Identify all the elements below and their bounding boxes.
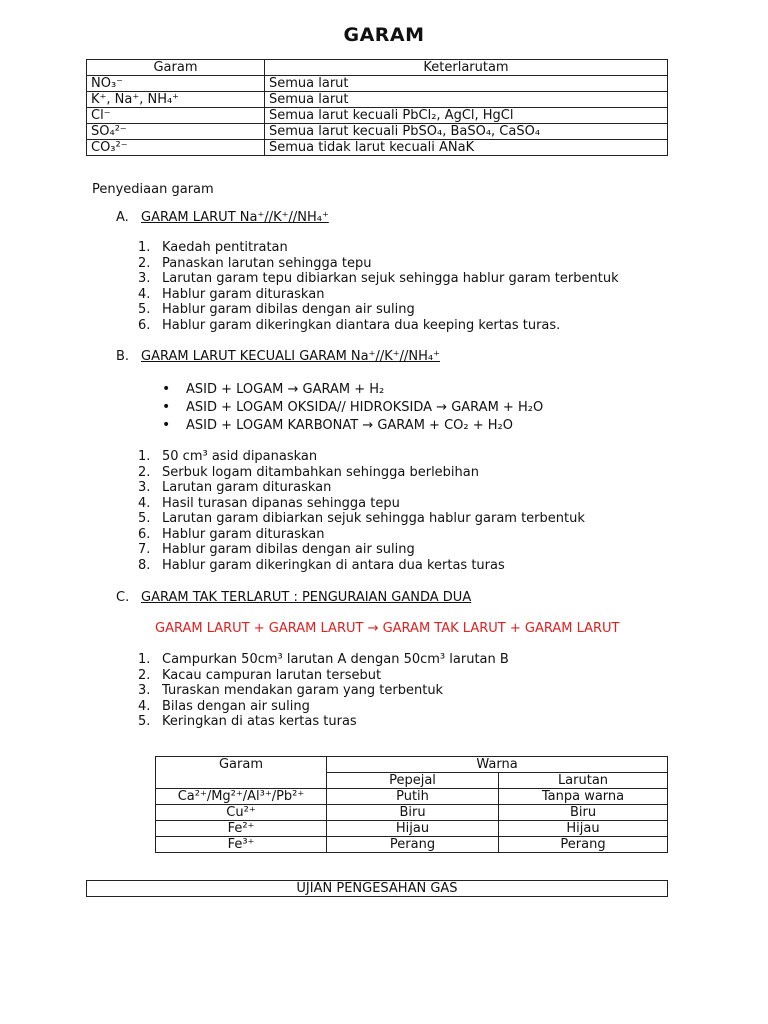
table-row	[156, 805, 668, 821]
table-row	[87, 108, 668, 124]
list-item: 2. Serbuk logam ditambahkan sehingga berlebihan	[138, 465, 479, 480]
table-header-row	[87, 60, 668, 76]
list-item: 1. Kaedah pentitratan	[138, 240, 288, 255]
table-row	[87, 881, 668, 897]
table-row	[87, 140, 668, 156]
bullet-icon: •	[162, 417, 171, 433]
list-item: 5. Keringkan di atas kertas turas	[138, 714, 357, 729]
solution-colour-cell: Perang	[499, 837, 668, 853]
table-row	[87, 76, 668, 92]
list-item: 3. Larutan garam dituraskan	[138, 480, 332, 495]
solid-colour-cell: Putih	[327, 789, 499, 805]
ion-cell: SO₄²⁻	[87, 124, 265, 140]
solubility-cell: Semua larut	[265, 92, 668, 108]
bullet-icon: •	[162, 381, 171, 397]
ion-cell: Ca²⁺/Mg²⁺/Al³⁺/Pb²⁺	[156, 789, 327, 805]
table-header-row	[156, 757, 668, 773]
ion-cell: K⁺, Na⁺, NH₄⁺	[87, 92, 265, 108]
solution-colour-cell: Biru	[499, 805, 668, 821]
salt-colour-table	[155, 756, 668, 853]
page-title: GARAM	[343, 24, 425, 46]
solubility-table	[86, 59, 668, 156]
list-item: 7. Hablur garam dibilas dengan air suling	[138, 542, 415, 557]
bullet-icon: •	[162, 399, 171, 415]
table-row	[87, 92, 668, 108]
ion-cell: NO₃⁻	[87, 76, 265, 92]
reaction-equation: ASID + LOGAM → GARAM + H₂	[186, 382, 385, 397]
ion-cell: Cl⁻	[87, 108, 265, 124]
table-row	[87, 124, 668, 140]
ion-cell: CO₃²⁻	[87, 140, 265, 156]
solubility-cell: Semua larut kecuali PbSO₄, BaSO₄, CaSO₄	[265, 124, 668, 140]
solution-colour-cell: Tanpa warna	[499, 789, 668, 805]
ion-cell: Fe³⁺	[156, 837, 327, 853]
list-item: 1. 50 cm³ asid dipanaskan	[138, 449, 318, 464]
table-row	[156, 789, 668, 805]
prep-heading: Penyediaan garam	[92, 182, 214, 197]
list-item: 2. Kacau campuran larutan tersebut	[138, 668, 382, 683]
list-item: 5. Hablur garam dibilas dengan air suling	[138, 302, 415, 317]
section-a-letter: A.	[116, 210, 129, 225]
section-c-letter: C.	[116, 590, 130, 605]
table-row	[156, 837, 668, 853]
reaction-equation: ASID + LOGAM KARBONAT → GARAM + CO₂ + H₂O	[186, 418, 513, 433]
list-item: 8. Hablur garam dikeringkan di antara dua kertas turas	[138, 558, 505, 573]
column-header-warna: Warna	[327, 757, 668, 773]
list-item: 4. Hasil turasan dipanas sehingga tepu	[138, 496, 400, 511]
list-item: 5. Larutan garam dibiarkan sejuk sehingga hablur garam terbentuk	[138, 511, 585, 526]
reaction-equation: ASID + LOGAM OKSIDA// HIDROKSIDA → GARAM + H₂O	[186, 400, 544, 415]
list-item: 6. Hablur garam dikeringkan diantara dua keeping kertas turas.	[138, 318, 561, 333]
double-decomposition-equation: GARAM LARUT + GARAM LARUT → GARAM TAK LARUT + GARAM LARUT	[155, 621, 620, 636]
solubility-cell: Semua larut kecuali PbCl₂, AgCl, HgCl	[265, 108, 668, 124]
list-item: 1. Campurkan 50cm³ larutan A dengan 50cm³ larutan B	[138, 652, 509, 667]
list-item: 2. Panaskan larutan sehingga tepu	[138, 256, 372, 271]
solution-colour-cell: Hijau	[499, 821, 668, 837]
column-header-garam: Garam	[87, 60, 265, 76]
list-item: 4. Bilas dengan air suling	[138, 699, 310, 714]
gas-test-table	[86, 880, 668, 897]
list-item: 4. Hablur garam dituraskan	[138, 287, 325, 302]
list-item: 3. Larutan garam tepu dibiarkan sejuk sehingga hablur garam terbentuk	[138, 271, 619, 286]
solubility-cell: Semua larut	[265, 76, 668, 92]
list-item: 6. Hablur garam dituraskan	[138, 527, 325, 542]
solid-colour-cell: Hijau	[327, 821, 499, 837]
section-b-heading: GARAM LARUT KECUALI GARAM Na⁺//K⁺//NH₄⁺	[141, 349, 440, 364]
solid-colour-cell: Perang	[327, 837, 499, 853]
column-header-garam: Garam	[156, 757, 327, 789]
gas-test-heading: UJIAN PENGESAHAN GAS	[87, 881, 668, 897]
ion-cell: Fe²⁺	[156, 821, 327, 837]
column-header-pepejal: Pepejal	[327, 773, 499, 789]
section-b-letter: B.	[116, 349, 130, 364]
table-row	[156, 821, 668, 837]
ion-cell: Cu²⁺	[156, 805, 327, 821]
column-header-keterlarutan: Keterlarutam	[265, 60, 668, 76]
section-c-heading: GARAM TAK TERLARUT : PENGURAIAN GANDA DUA	[141, 590, 472, 605]
column-header-larutan: Larutan	[499, 773, 668, 789]
solubility-cell: Semua tidak larut kecuali ANaK	[265, 140, 668, 156]
solid-colour-cell: Biru	[327, 805, 499, 821]
section-a-heading: GARAM LARUT Na⁺//K⁺//NH₄⁺	[141, 210, 329, 225]
list-item: 3. Turaskan mendakan garam yang terbentuk	[138, 683, 444, 698]
